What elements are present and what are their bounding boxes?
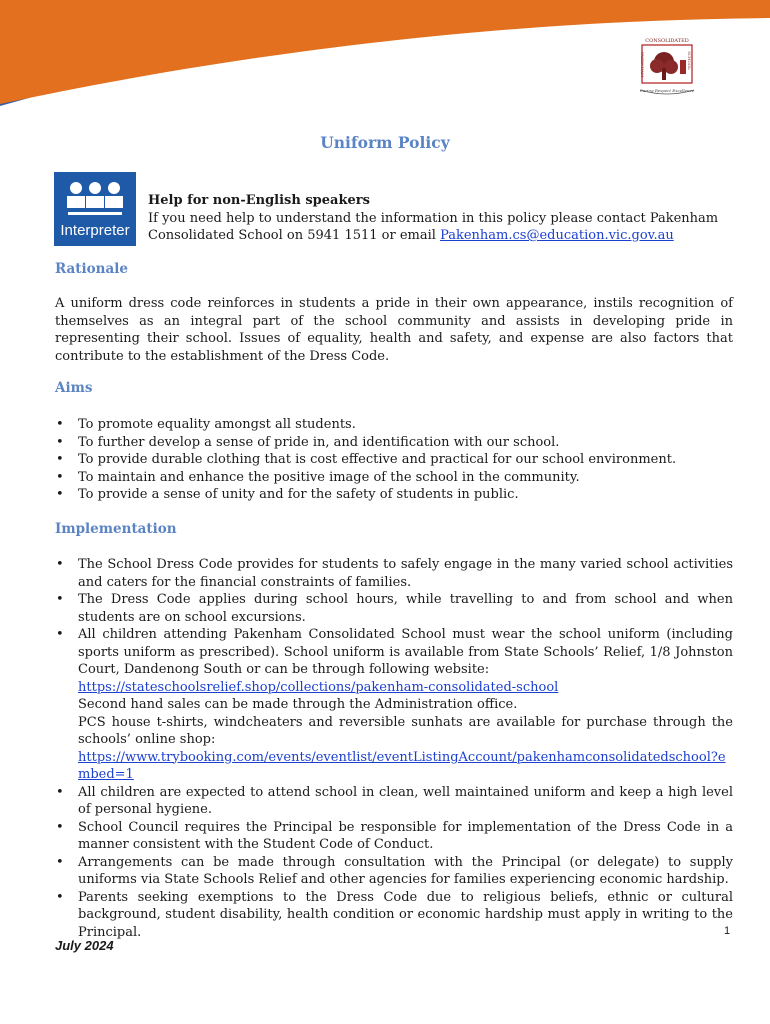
list-item: • School Council requires the Principal be responsible for implementation of the Dress Code in a manner consistent with the Student Code of Conduct. xyxy=(55,819,733,854)
page-title: Uniform Policy xyxy=(320,133,450,152)
logo-line1: CONSOLIDATED xyxy=(645,38,689,44)
implementation-list xyxy=(55,556,733,941)
list-item: • Arrangements can be made through consultation with the Principal (or delegate) to supply uniforms via State Schools Relief and other agencies for families experiencing economic hardship. xyxy=(55,854,733,889)
help-email-link[interactable]: Pakenham.cs@education.vic.gov.au xyxy=(440,228,674,243)
list-item: • To provide a sense of unity and for the safety of students in public. xyxy=(55,486,733,504)
interpreter-icon xyxy=(54,172,136,246)
list-item: • The Dress Code applies during school hours, while travelling to and from school and when students are on school excursions. xyxy=(55,591,733,626)
page-number: 1 xyxy=(724,925,731,937)
list-item: • Parents seeking exemptions to the Dress Code due to religious beliefs, ethnic or cultural background, student disability, health condition or economic hardship must apply in writing to the Principal. xyxy=(55,889,733,942)
logo-line2: PAKENHAM xyxy=(640,51,646,78)
list-item: • To promote equality amongst all students. xyxy=(55,416,733,434)
list-item: • To further develop a sense of pride in, and identification with our school. xyxy=(55,434,733,452)
logo-line3: SCHOOL xyxy=(686,51,692,70)
state-schools-relief-link[interactable]: https://stateschoolsrelief.shop/collections/pakenham-consolidated-school xyxy=(78,679,559,695)
online-shop-text: PCS house t-shirts, windcheaters and reversible sunhats are available for purchase through the schools’ online shop: xyxy=(78,714,733,747)
rationale-text: A uniform dress code reinforces in students a pride in their own appearance, instils recognition of themselves as an integral part of the school community and assists in developing pride in representing their school. Issues of equality, health and safety, and expense are also factors that contribute to the establishment of the Dress Code. xyxy=(55,296,733,364)
list-item-uniform-supply xyxy=(55,626,733,784)
list-item: • To maintain and enhance the positive image of the school in the community. xyxy=(55,469,733,487)
help-text-block xyxy=(148,210,748,245)
help-text: If you need help to understand the information in this policy please contact Pakenham Consolidated School on 5941 1511 or email xyxy=(148,210,719,243)
rationale-heading: Rationale xyxy=(55,261,128,277)
list-item: • All children are expected to attend school in clean, well maintained uniform and keep a high level of personal hygiene. xyxy=(55,784,733,819)
school-logo xyxy=(632,38,702,102)
help-block xyxy=(148,192,748,245)
uniform-supply-text: All children attending Pakenham Consolidated School must wear the school uniform (including sports uniform as prescribed). School uniform is available from State Schools’ Relief, 1/8 Johnston Court, Dandenong South or can be through following website: xyxy=(78,627,733,677)
list-item: • The School Dress Code provides for students to safely engage in the many varied school activities and caters for the financial constraints of families. xyxy=(55,556,733,591)
trybooking-link[interactable]: https://www.trybooking.com/events/eventlist/eventListingAccount/pakenhamconsolidatedschool?embed=1 xyxy=(78,749,726,782)
secondhand-text: Second hand sales can be made through the Administration office. xyxy=(78,697,518,712)
logo-motto: Caring Respect Excellence xyxy=(639,88,695,93)
footer-date: July 2024 xyxy=(55,938,114,953)
list-item: • To provide durable clothing that is cost effective and practical for our school environment. xyxy=(55,451,733,469)
help-heading: Help for non-English speakers xyxy=(148,193,370,208)
aims-list xyxy=(55,416,733,504)
aims-heading: Aims xyxy=(55,380,93,396)
implementation-heading: Implementation xyxy=(55,521,177,537)
interpreter-label: Interpreter xyxy=(60,222,130,239)
